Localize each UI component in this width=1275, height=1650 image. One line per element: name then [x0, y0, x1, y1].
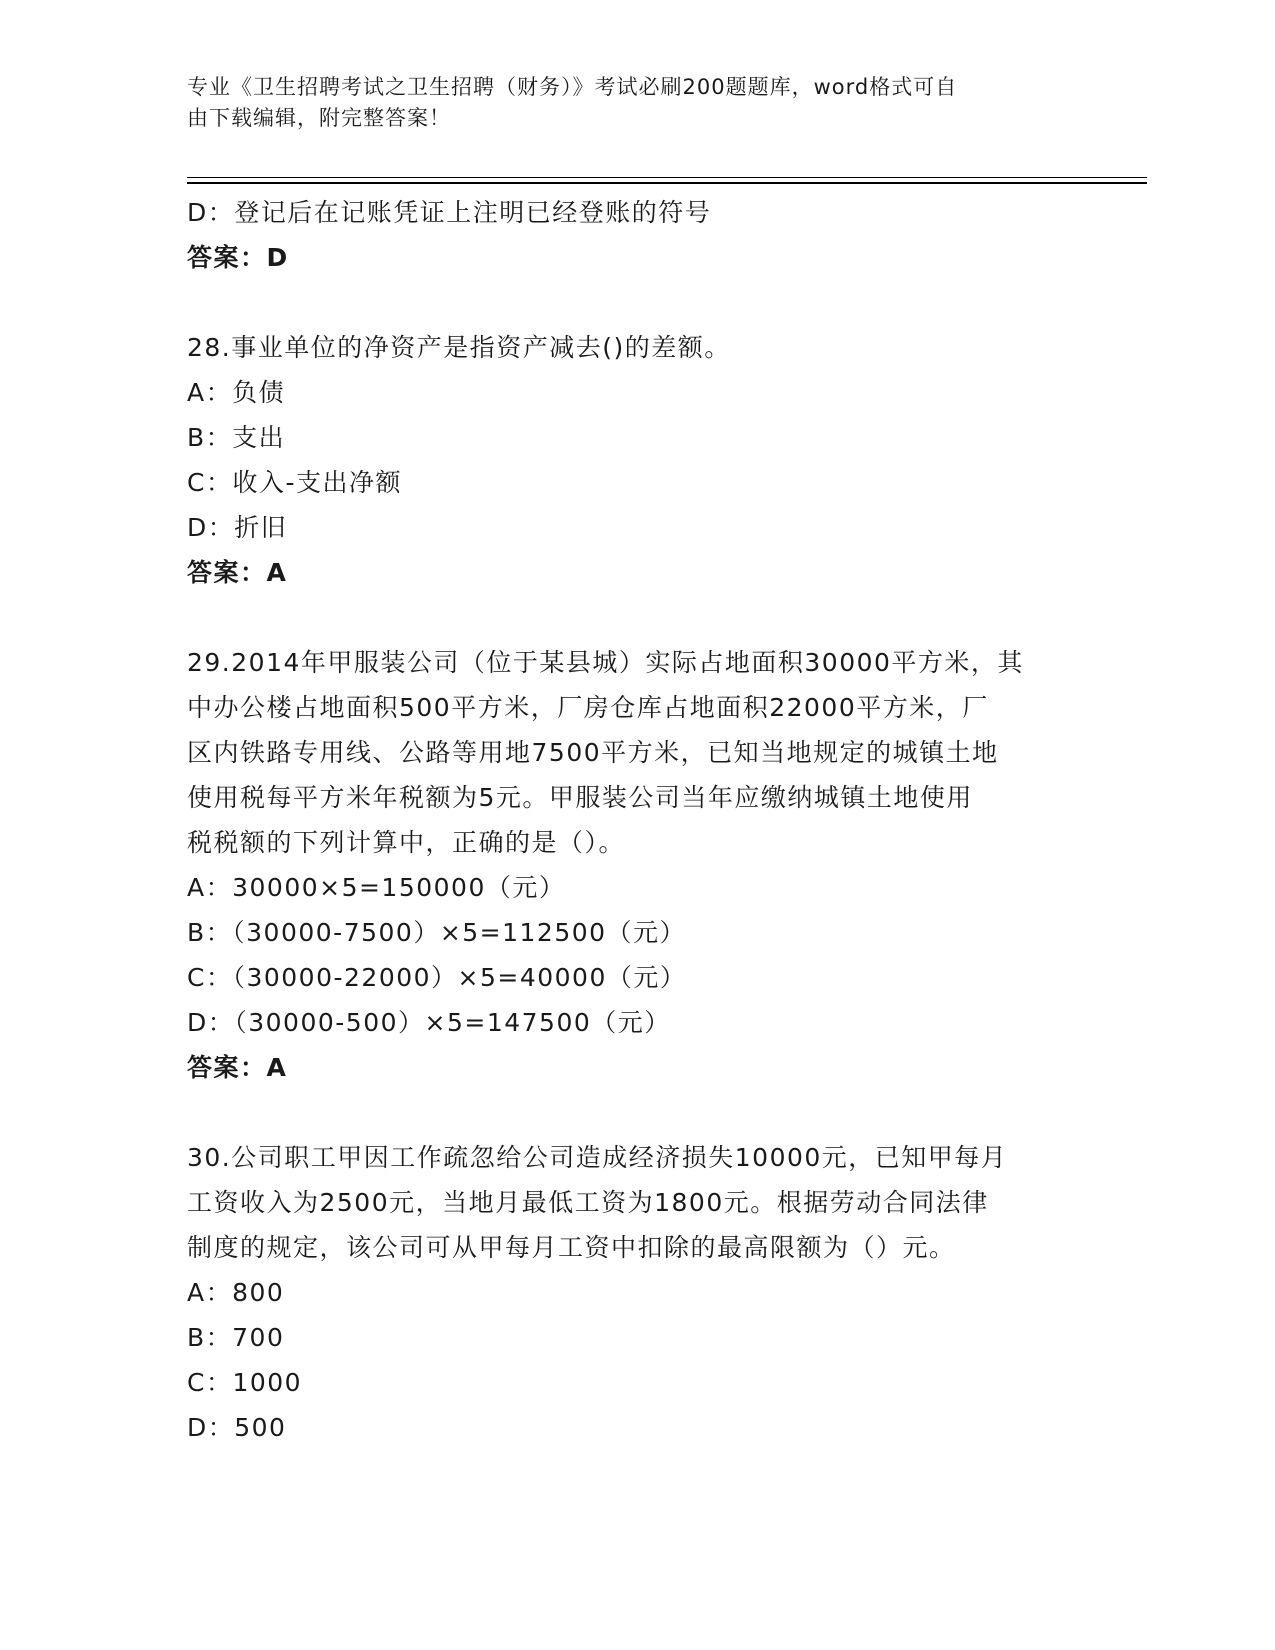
- header-line-1: 专业《卫生招聘考试之卫生招聘（财务）》考试必刷200题题库，word格式可自: [187, 75, 958, 99]
- header-divider-thin: [187, 177, 1147, 178]
- spacer: [187, 280, 1087, 325]
- option-a: A：负债: [187, 378, 286, 407]
- spacer: [187, 1090, 1087, 1135]
- option-d: D：登记后在记账凭证上注明已经登账的符号: [187, 198, 712, 227]
- spacer: [187, 595, 1087, 640]
- question-30: [187, 1135, 1087, 1450]
- question-stem-line: 中办公楼占地面积500平方米，厂房仓库占地面积22000平方米，厂: [187, 693, 989, 722]
- option-d: D：折旧: [187, 513, 288, 542]
- option-a: A：30000×5=150000（元）: [187, 873, 566, 902]
- option-c: C：（30000-22000）×5=40000（元）: [187, 963, 687, 992]
- option-d: D：（30000-500）×5=147500（元）: [187, 1008, 671, 1037]
- answer: 答案：A: [187, 558, 288, 587]
- option-b: B：支出: [187, 423, 286, 452]
- answer: 答案：D: [187, 243, 289, 272]
- question-stem-line: 制度的规定，该公司可从甲每月工资中扣除的最高限额为（）元。: [187, 1233, 956, 1262]
- option-b: B：700: [187, 1323, 285, 1352]
- document-body: [187, 190, 1087, 1450]
- option-d: D：500: [187, 1413, 287, 1442]
- header-divider-thick: [187, 182, 1147, 184]
- question-stem: 28.事业单位的净资产是指资产减去()的差额。: [187, 333, 731, 362]
- option-a: A：800: [187, 1278, 285, 1307]
- question-28: [187, 325, 1087, 595]
- question-stem-line: 工资收入为2500元，当地月最低工资为1800元。根据劳动合同法律: [187, 1188, 989, 1217]
- header-line-2: 由下载编辑，附完整答案！: [187, 106, 451, 130]
- document-header: [187, 72, 1067, 134]
- answer: 答案：A: [187, 1053, 288, 1082]
- question-stem-line: 使用税每平方米年税额为5元。甲服装公司当年应缴纳城镇土地使用: [187, 783, 973, 812]
- question-stem-line: 区内铁路专用线、公路等用地7500平方米，已知当地规定的城镇土地: [187, 738, 999, 767]
- option-c: C：收入-支出净额: [187, 468, 402, 497]
- option-c: C：1000: [187, 1368, 303, 1397]
- question-stem-line: 30.公司职工甲因工作疏忽给公司造成经济损失10000元，已知甲每月: [187, 1143, 1008, 1172]
- question-stem-line: 税税额的下列计算中，正确的是（）。: [187, 828, 626, 857]
- question-29: [187, 640, 1087, 1090]
- option-b: B：（30000-7500）×5=112500（元）: [187, 918, 687, 947]
- question-stem-line: 29.2014年甲服装公司（位于某县城）实际占地面积30000平方米，其: [187, 648, 1024, 677]
